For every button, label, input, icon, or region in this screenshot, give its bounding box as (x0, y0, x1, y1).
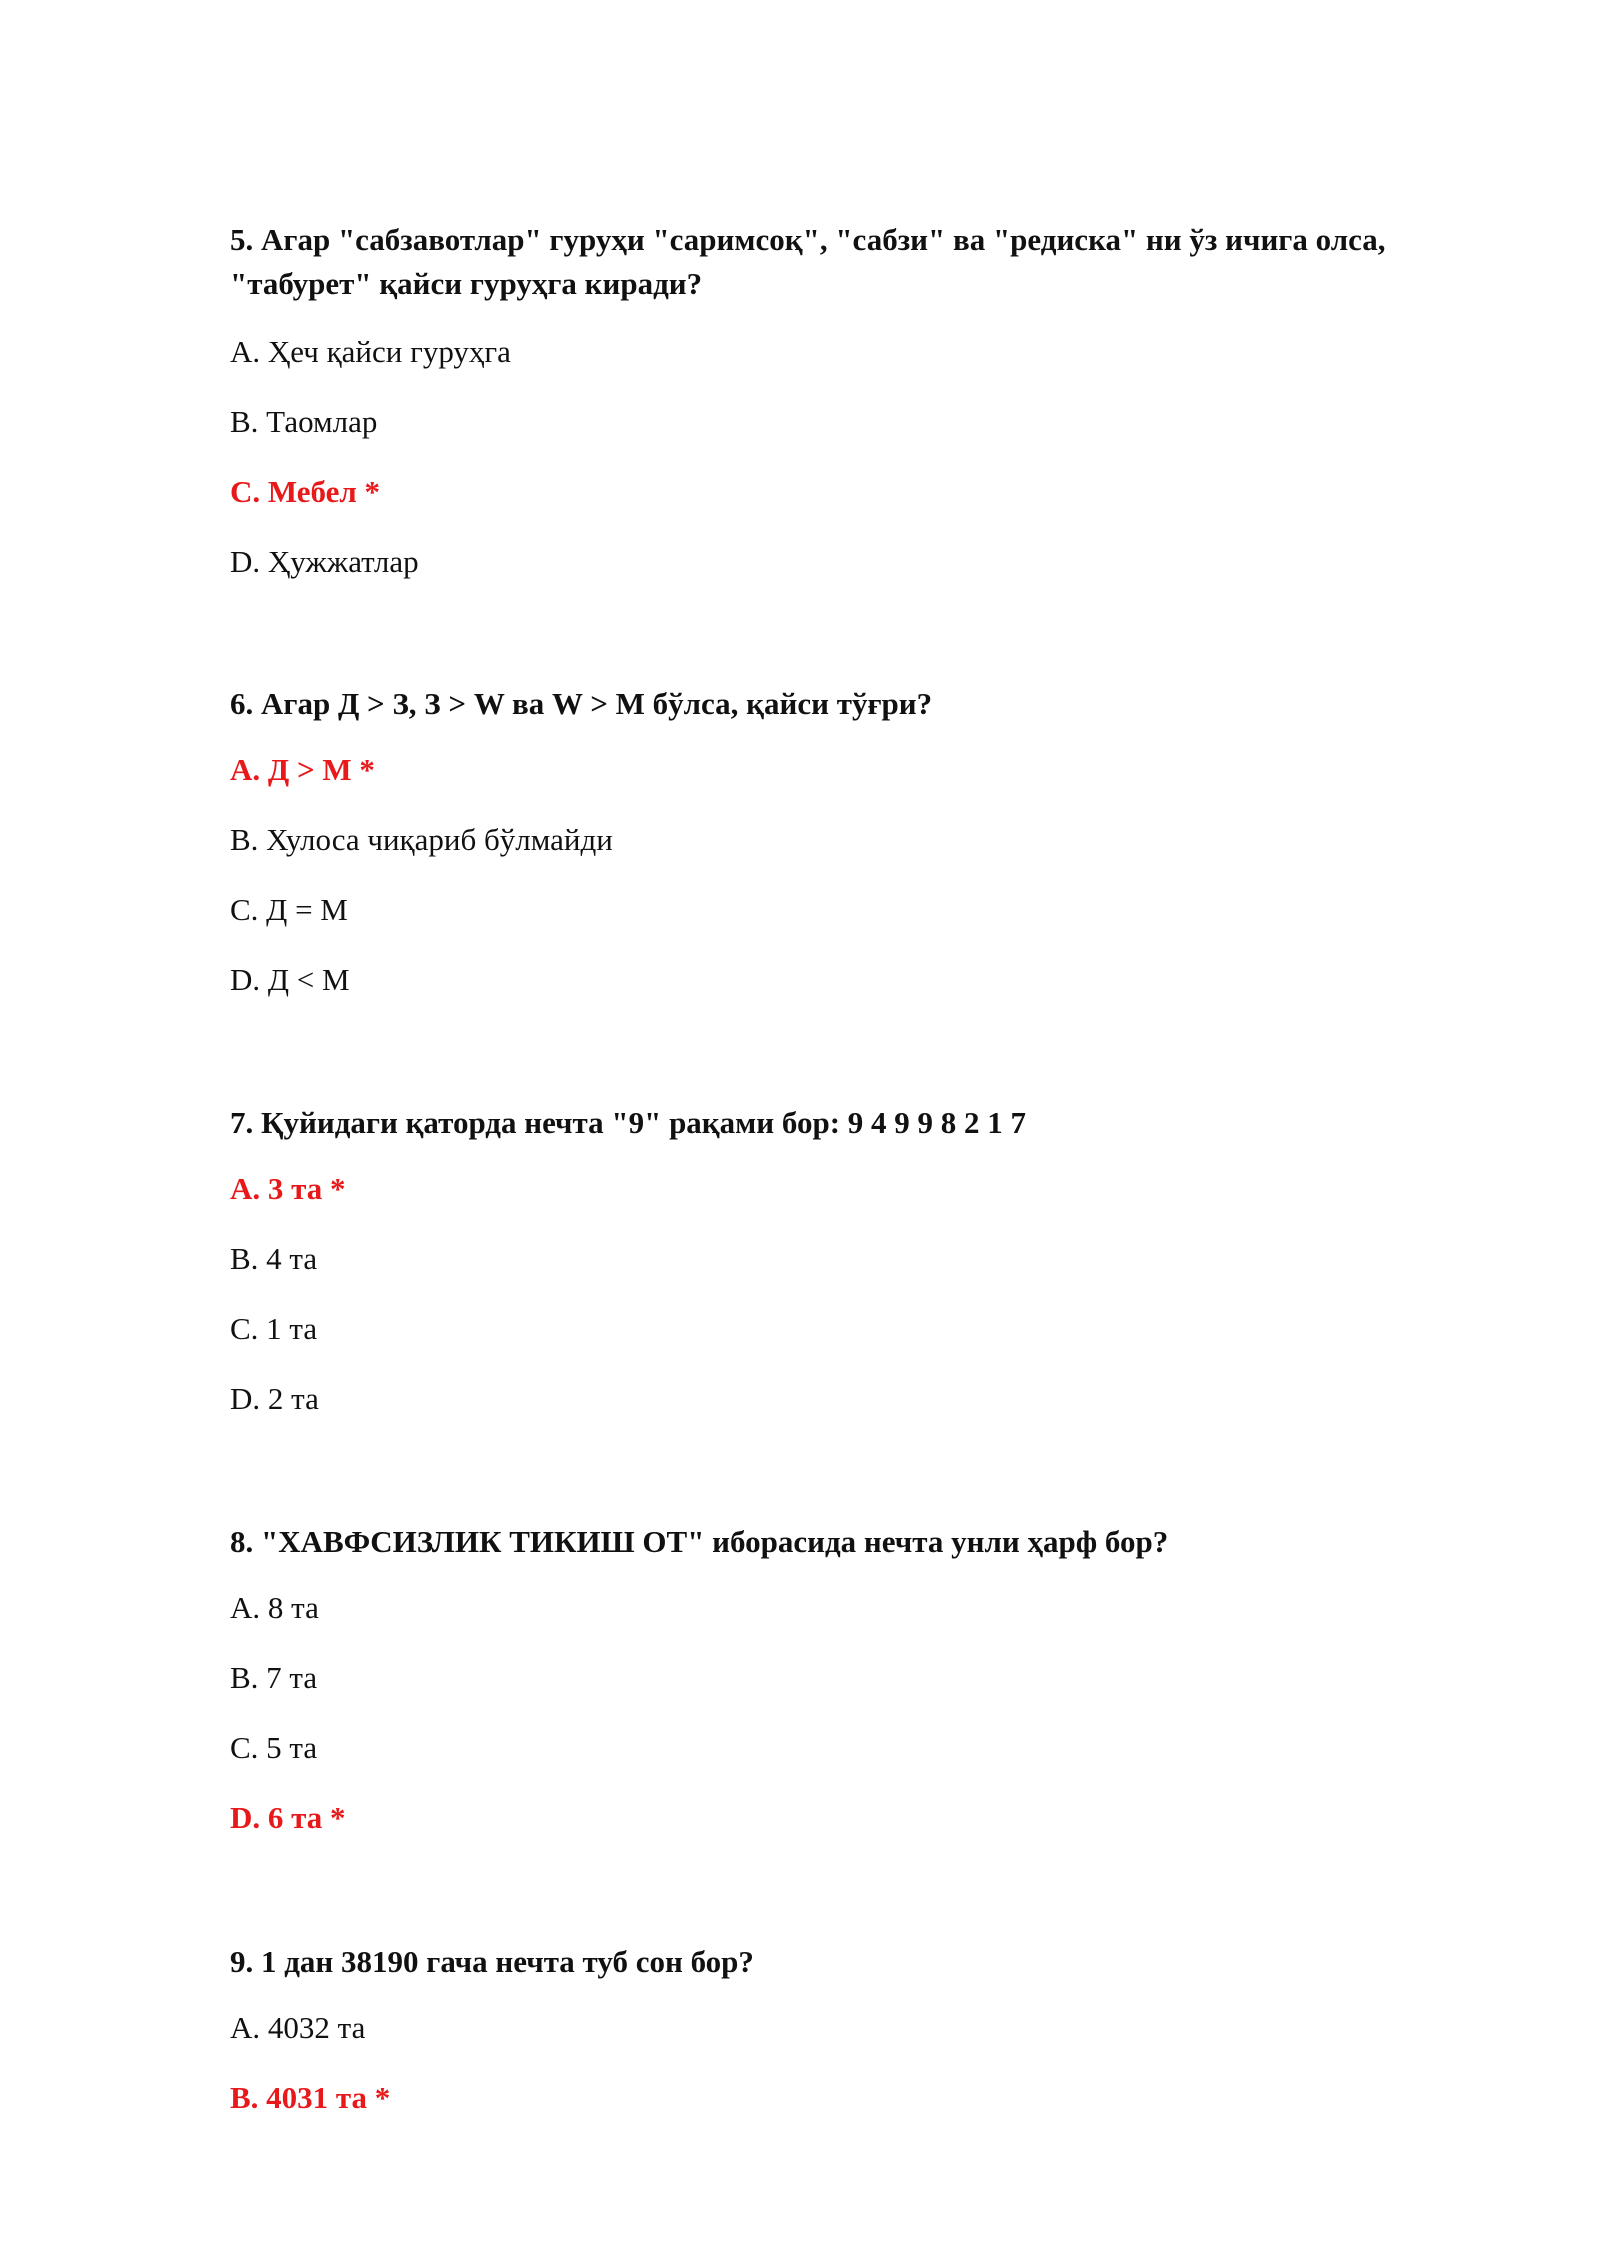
question-9 (230, 1940, 1460, 2115)
question-5 (230, 218, 1460, 579)
option-c: C. Д = М (230, 892, 348, 927)
question-text: 5. Агар "сабзавотлар" гуруҳи "саримсоқ", "сабзи" ва "редиска" ни ўз ичига олса, "табурет" қайси гуруҳга киради? (230, 222, 1386, 301)
question-6 (230, 682, 1460, 997)
option-b: B. 7 та (230, 1660, 318, 1695)
option-d: D. Ҳужжатлар (230, 544, 419, 579)
option-b: B. 4 та (230, 1241, 318, 1276)
option-a-correct: A. Д > М * (230, 752, 375, 787)
question-text: 9. 1 дан 38190 гача нечта туб сон бор? (230, 1944, 754, 1979)
option-d: D. Д < М (230, 962, 350, 997)
option-a: A. Ҳеч қайси гуруҳга (230, 334, 511, 369)
option-c-correct: C. Мебел * (230, 474, 380, 509)
question-7 (230, 1101, 1460, 1416)
question-text: 8. "ХАВФСИЗЛИК ТИКИШ ОТ" иборасида нечта унли ҳарф бор? (230, 1524, 1169, 1559)
option-b: B. Хулоса чиқариб бўлмайди (230, 822, 613, 857)
option-a: A. 4032 та (230, 2010, 366, 2045)
option-a: A. 8 та (230, 1590, 319, 1625)
option-a-correct: A. 3 та * (230, 1171, 346, 1206)
option-c: C. 5 та (230, 1730, 318, 1765)
option-b-correct: B. 4031 та * (230, 2080, 391, 2115)
option-b: B. Таомлар (230, 404, 378, 439)
question-8 (230, 1520, 1460, 1835)
question-text: 6. Агар Д > З, З > W ва W > М бўлса, қайси тўғри? (230, 686, 933, 721)
question-text: 7. Қуйидаги қаторда нечта "9" рақами бор: 9 4 9 9 8 2 1 7 (230, 1105, 1027, 1140)
option-d-correct: D. 6 та * (230, 1800, 346, 1835)
option-c: C. 1 та (230, 1311, 318, 1346)
option-d: D. 2 та (230, 1381, 319, 1416)
